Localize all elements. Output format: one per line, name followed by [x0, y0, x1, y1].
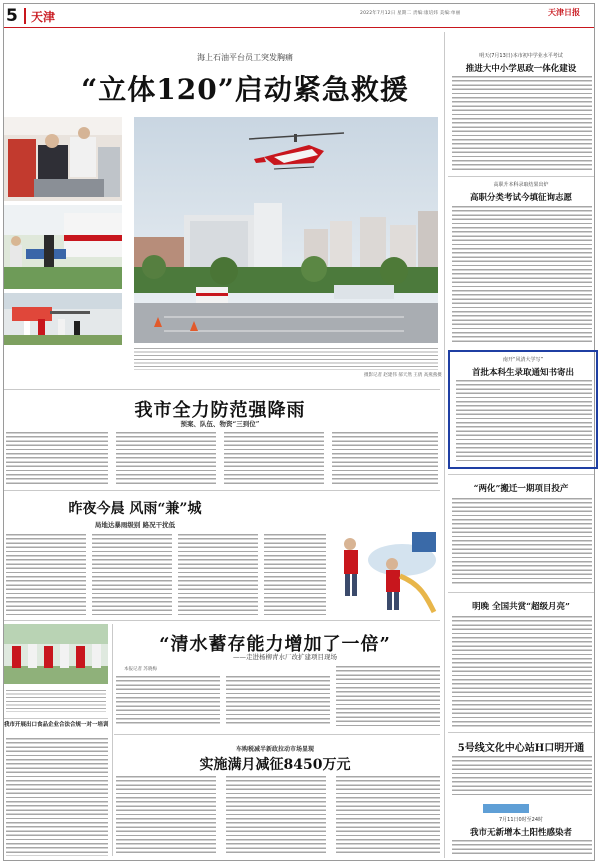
water-headline: “清水蓄存能力增加了一倍” [159, 634, 391, 655]
photo-helicopter-over-city [134, 117, 438, 343]
rain-body-col-3 [224, 432, 324, 484]
water-body-col-1 [116, 676, 220, 726]
sidebar-body-7 [452, 840, 592, 856]
tax-body-col-3 [336, 776, 440, 856]
rain-subheadline: 预案、队伍、物资“三到位” [180, 420, 260, 428]
left-bottom-headline: 我市开展出口食品企业合法合规一对一培训 [4, 722, 109, 728]
section-rule [4, 389, 440, 390]
masthead-logo: 天津日报 [548, 7, 580, 17]
storm-body-col-2 [92, 534, 172, 616]
lead-photo-credit: 摄影记者 赵建伟 郝天然 王倩 高燕燕摄 [364, 373, 442, 378]
sidebar-headline-6: 5号线文化中心站H口明开通 [457, 743, 585, 754]
dance-photo-caption [6, 690, 106, 712]
photo-patient-in-ambulance [4, 117, 122, 201]
sidebar-headline-4: “两化”搬迁一期项目投产 [473, 484, 569, 494]
column-divider [112, 624, 113, 856]
sidebar-kicker-1: 明天(7月13日)本市初中学业水平考试 [479, 53, 563, 59]
page-number-divider [24, 8, 26, 24]
sidebar-rule [448, 592, 594, 593]
storm-headline: 昨夜今晨 风雨“兼”城 [68, 501, 202, 517]
sidebar-rule [448, 176, 594, 177]
storm-body-col-3 [178, 534, 258, 616]
sidebar-headline-3: 首批本科生录取通知书寄出 [471, 368, 574, 378]
sidebar-kicker-3: 南开“风清大学写” [502, 357, 544, 363]
water-subheadline: ——走进杨柳青水厂改扩建项目现场 [233, 653, 337, 661]
sidebar-body-2 [452, 206, 592, 342]
sidebar-kicker-7: 7月11日0时至24时 [498, 817, 544, 823]
issue-date-line: 2022年7月12日 星期二 责编:康培炜 美编:单丽 [360, 11, 461, 16]
section-rule [4, 620, 440, 621]
storm-body-col-4 [264, 534, 326, 616]
sidebar-rule [448, 732, 594, 733]
rain-body-col-2 [116, 432, 216, 484]
sidebar-rule [448, 474, 594, 475]
sidebar-headline-1: 推进大中小学思政一体化建设 [465, 64, 577, 74]
section-rule [114, 734, 440, 735]
water-body-col-2 [226, 676, 330, 726]
section-rule [4, 490, 440, 491]
sidebar-headline-7: 我市无新增本土阳性感染者 [469, 828, 572, 838]
sidebar-body-3 [456, 380, 592, 464]
header-rule [4, 27, 594, 28]
left-bottom-body [6, 738, 108, 856]
photo-dance-performance [4, 624, 108, 684]
section-rule [4, 718, 108, 719]
rain-headline: 我市全力防范强降雨 [134, 400, 306, 421]
rain-body-col-4 [332, 432, 438, 484]
illustration-flood-workers [330, 524, 440, 616]
tax-body-col-1 [116, 776, 216, 856]
sidebar-headline-2: 高职分类考试今填征询志愿 [469, 193, 572, 203]
lead-headline: “立体120”启动紧急救援 [81, 73, 409, 106]
sidebar-kicker-2: 高职升本科录取结果出炉 [493, 182, 549, 188]
tax-kicker: 车购税减半新政拉动市场显现 [235, 746, 314, 753]
photo-stretcher-transfer [4, 205, 122, 289]
section-title: 天津 [31, 10, 56, 24]
sidebar-divider [444, 32, 445, 858]
tax-body-col-2 [226, 776, 326, 856]
sidebar-headline-5: 明晚 全国共赏“超级月亮” [472, 602, 570, 612]
water-body-col-3 [336, 666, 440, 726]
storm-subheadline: 局地达暴雨级别 路况干扰低 [94, 521, 176, 529]
sidebar-body-1 [452, 76, 592, 172]
sidebar-body-6 [452, 756, 592, 798]
lead-kicker: 海上石油平台员工突发胸痛 [197, 53, 293, 62]
rain-body-col-1 [6, 432, 108, 484]
page-number: 5 [6, 6, 18, 26]
storm-body-col-1 [6, 534, 86, 616]
water-byline: 本报记者 苏晓梅 [124, 667, 157, 672]
covid-update-tag [483, 804, 529, 813]
lead-photo-caption [134, 348, 438, 370]
tax-headline: 实施满月减征8450万元 [199, 757, 351, 773]
photo-helicopter-landing [4, 293, 122, 345]
sidebar-body-4 [452, 498, 592, 586]
sidebar-body-5 [452, 616, 592, 728]
